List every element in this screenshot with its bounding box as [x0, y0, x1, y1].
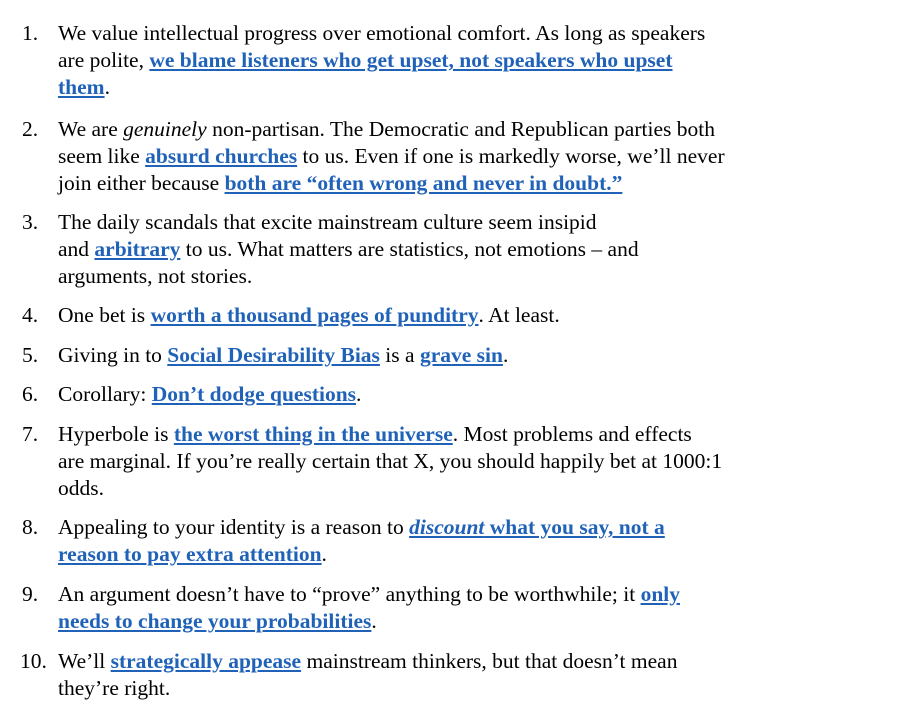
body-text: We are	[58, 117, 124, 141]
list-number: 4.	[22, 303, 39, 327]
text-line	[58, 581, 890, 608]
list-number: 2.	[22, 117, 39, 141]
list-item-text	[58, 342, 890, 369]
text-line	[58, 170, 890, 197]
hyperlink[interactable]: strategically appease	[110, 649, 302, 673]
list-number: 3.	[22, 210, 39, 234]
body-text: . Most problems and effects	[452, 422, 692, 446]
text-line	[58, 475, 890, 502]
text-line	[58, 381, 890, 408]
list-number: 5.	[22, 343, 39, 367]
body-text: they’re right.	[58, 676, 171, 700]
text-line	[58, 209, 890, 236]
list-item-text	[58, 648, 890, 702]
list-item-text	[58, 421, 890, 502]
body-text: The daily scandals that excite mainstream culture seem insipid	[58, 210, 597, 234]
list-item-text	[58, 116, 890, 197]
hyperlink[interactable]: we blame listeners who get upset, not speakers who upset	[149, 48, 673, 72]
text-line	[58, 448, 890, 475]
body-text: to us. What matters are statistics, not emotions – and	[180, 237, 639, 261]
list-number: 9.	[22, 582, 39, 606]
text-line	[58, 20, 890, 47]
body-text: .	[371, 609, 377, 633]
text-line	[58, 541, 890, 568]
text-line	[58, 342, 890, 369]
hyperlink[interactable]: needs to change your probabilities	[58, 609, 372, 633]
list-number: 1.	[22, 21, 39, 45]
emphasis-text: genuinely	[123, 117, 207, 141]
list-item-text	[58, 209, 890, 290]
list-item-text	[58, 20, 890, 101]
hyperlink[interactable]: discount	[409, 515, 485, 539]
hyperlink[interactable]: both are “often wrong and never in doubt.”	[224, 171, 623, 195]
text-line	[58, 421, 890, 448]
body-text: Appealing to your identity is a reason to	[58, 515, 410, 539]
hyperlink[interactable]: what you say, not a	[484, 515, 665, 539]
body-text: join either because	[58, 171, 225, 195]
body-text: .	[356, 382, 362, 406]
text-line	[58, 116, 890, 143]
text-line	[58, 302, 890, 329]
body-text: arguments, not stories.	[58, 264, 253, 288]
hyperlink[interactable]: arbitrary	[94, 237, 181, 261]
hyperlink[interactable]: reason to pay extra attention	[58, 542, 322, 566]
body-text: are marginal. If you’re really certain that X, you should happily bet at 1000:1	[58, 449, 723, 473]
body-text: is a	[379, 343, 420, 367]
list-item-text	[58, 581, 890, 635]
body-text: Giving in to	[58, 343, 168, 367]
body-text: We value intellectual progress over emotional comfort. As long as speakers	[58, 21, 706, 45]
text-line	[58, 608, 890, 635]
list-item-text	[58, 514, 890, 568]
body-text: .	[502, 343, 509, 367]
hyperlink[interactable]: them	[58, 75, 105, 99]
body-text: odds.	[58, 476, 104, 500]
body-text: to us. Even if one is markedly worse, we’ll never	[297, 144, 725, 168]
body-text: An argument doesn’t have to “prove” anything to be worthwhile; it	[58, 582, 641, 606]
text-line	[58, 47, 890, 74]
body-text: mainstream thinkers, but that doesn’t mean	[301, 649, 678, 673]
text-line	[58, 143, 890, 170]
text-line	[58, 74, 890, 101]
body-text: non-partisan. The Democratic and Republican parties both	[206, 117, 715, 141]
hyperlink[interactable]: the worst thing in the universe	[173, 422, 453, 446]
hyperlink[interactable]: Don’t dodge questions	[151, 382, 357, 406]
text-line	[58, 514, 890, 541]
list-number: 8.	[22, 515, 39, 539]
body-text: .	[104, 75, 110, 99]
body-text: Hyperbole is	[58, 422, 174, 446]
list-number: 6.	[22, 382, 39, 406]
text-line	[58, 236, 890, 263]
list-item-text	[58, 302, 890, 329]
body-text: We’ll	[58, 649, 111, 673]
text-line	[58, 648, 890, 675]
list-number: 7.	[22, 422, 39, 446]
body-text: and	[58, 237, 95, 261]
text-line	[58, 675, 890, 702]
hyperlink[interactable]: Social Desirability Bias	[167, 343, 380, 367]
text-line	[58, 263, 890, 290]
body-text: . At least.	[478, 303, 560, 327]
body-text: are polite,	[58, 48, 150, 72]
hyperlink[interactable]: absurd churches	[145, 144, 298, 168]
list-number: 10.	[20, 649, 47, 673]
list-item-text	[58, 381, 890, 408]
body-text: seem like	[58, 144, 146, 168]
hyperlink[interactable]: worth a thousand pages of punditry	[150, 303, 479, 327]
body-text: .	[321, 542, 327, 566]
body-text: Corollary:	[58, 382, 152, 406]
body-text: One bet is	[58, 303, 151, 327]
hyperlink[interactable]: grave sin	[419, 343, 503, 367]
hyperlink[interactable]: only	[640, 582, 680, 606]
